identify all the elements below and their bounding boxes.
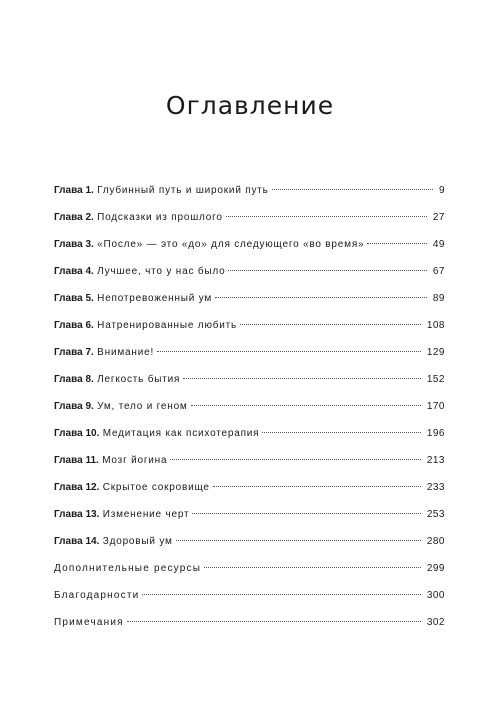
page-number: 170 xyxy=(426,401,445,412)
dot-leader xyxy=(176,540,421,541)
toc-entry-chapter-10 xyxy=(54,427,445,440)
toc-entry-label xyxy=(54,508,189,521)
chapter-title: Лучшее, что у нас было xyxy=(97,266,226,277)
dot-leader xyxy=(192,513,420,514)
chapter-title: Внимание! xyxy=(97,347,155,358)
toc-entry-chapter-7 xyxy=(54,346,445,359)
chapter-title: «После» — это «до» для следующего «во время» xyxy=(97,239,365,250)
toc-entry-label xyxy=(54,427,259,440)
page-number: 49 xyxy=(432,239,445,250)
toc-entry-chapter-14 xyxy=(54,535,445,548)
toc-entry-label xyxy=(54,454,167,467)
page-number: 152 xyxy=(426,374,445,385)
page-number: 280 xyxy=(426,536,445,547)
chapter-number: Глава 1. xyxy=(54,185,94,196)
toc-entry-label xyxy=(54,346,154,359)
dot-leader xyxy=(240,324,421,325)
toc-entry-chapter-11 xyxy=(54,454,445,467)
toc-entry-chapter-13 xyxy=(54,508,445,521)
page-number: 302 xyxy=(426,617,445,628)
page-number: 213 xyxy=(426,455,445,466)
toc-entry-label xyxy=(54,373,180,386)
chapter-title: Скрытое сокровище xyxy=(102,482,210,493)
page-number: 253 xyxy=(426,509,445,520)
toc-entry-label xyxy=(54,319,237,332)
dot-leader xyxy=(215,297,427,298)
backmatter-title: Дополнительные ресурсы xyxy=(54,563,202,574)
toc-entry-label xyxy=(54,481,210,494)
toc-entry-chapter-3 xyxy=(54,238,445,251)
page-number: 129 xyxy=(426,347,445,358)
toc-entry-label xyxy=(54,184,269,197)
dot-leader xyxy=(226,216,427,217)
dot-leader xyxy=(127,621,421,622)
page-number: 9 xyxy=(438,185,445,196)
chapter-number: Глава 13. xyxy=(54,509,100,520)
dot-leader xyxy=(204,567,421,568)
toc-entry-chapter-2 xyxy=(54,211,445,224)
toc-entry-chapter-1 xyxy=(54,184,445,197)
chapter-title: Медитация как психотерапия xyxy=(102,428,260,439)
dot-leader xyxy=(142,594,420,595)
dot-leader xyxy=(228,270,426,271)
toc-entry-additional-resources xyxy=(54,562,445,575)
dot-leader xyxy=(191,405,421,406)
page-title: Оглавление xyxy=(165,90,335,120)
toc-entry-chapter-9 xyxy=(54,400,445,413)
toc-entry-label xyxy=(54,211,223,224)
toc-entry-chapter-6 xyxy=(54,319,445,332)
chapter-number: Глава 11. xyxy=(54,455,99,466)
page-number: 108 xyxy=(426,320,445,331)
chapter-number: Глава 4. xyxy=(54,266,94,277)
toc-entry-acknowledgements xyxy=(54,589,445,602)
toc-entry-label xyxy=(54,535,173,548)
chapter-title: Мозг йогина xyxy=(102,455,168,466)
toc-entry-label xyxy=(54,265,225,278)
toc-entry-label xyxy=(54,400,188,413)
page-number: 300 xyxy=(426,590,445,601)
chapter-number: Глава 14. xyxy=(54,536,100,547)
chapter-title: Подсказки из прошлого xyxy=(97,212,223,223)
chapter-title: Непотревоженный ум xyxy=(97,293,213,304)
dot-leader xyxy=(183,378,421,379)
chapter-number: Глава 10. xyxy=(54,428,100,439)
chapter-title: Изменение черт xyxy=(102,509,190,520)
table-of-contents xyxy=(54,184,445,643)
chapter-number: Глава 12. xyxy=(54,482,100,493)
backmatter-title: Благодарности xyxy=(54,590,140,601)
chapter-title: Здоровый ум xyxy=(102,536,173,547)
chapter-title: Легкость бытия xyxy=(97,374,181,385)
dot-leader xyxy=(170,459,420,460)
dot-leader xyxy=(213,486,421,487)
page-number: 299 xyxy=(426,563,445,574)
chapter-number: Глава 7. xyxy=(54,347,94,358)
backmatter-title: Примечания xyxy=(54,617,124,628)
toc-entry-notes xyxy=(54,616,445,629)
chapter-number: Глава 2. xyxy=(54,212,94,223)
chapter-title: Глубинный путь и широкий путь xyxy=(97,185,269,196)
page-number: 196 xyxy=(426,428,445,439)
page-number: 233 xyxy=(426,482,445,493)
toc-entry-chapter-12 xyxy=(54,481,445,494)
dot-leader xyxy=(157,351,421,352)
chapter-number: Глава 9. xyxy=(54,401,94,412)
chapter-title: Натренированные любить xyxy=(97,320,238,331)
dot-leader xyxy=(367,243,426,244)
chapter-title: Ум, тело и геном xyxy=(97,401,188,412)
toc-entry-label xyxy=(54,292,212,305)
toc-entry-chapter-4 xyxy=(54,265,445,278)
chapter-number: Глава 8. xyxy=(54,374,94,385)
dot-leader xyxy=(272,189,433,190)
toc-entry-chapter-8 xyxy=(54,373,445,386)
page-number: 67 xyxy=(432,266,445,277)
chapter-number: Глава 3. xyxy=(54,239,94,250)
chapter-number: Глава 6. xyxy=(54,320,94,331)
toc-entry-label xyxy=(54,238,364,251)
chapter-number: Глава 5. xyxy=(54,293,94,304)
dot-leader xyxy=(262,432,420,433)
toc-entry-chapter-5 xyxy=(54,292,445,305)
page-number: 27 xyxy=(432,212,445,223)
page-number: 89 xyxy=(432,293,445,304)
